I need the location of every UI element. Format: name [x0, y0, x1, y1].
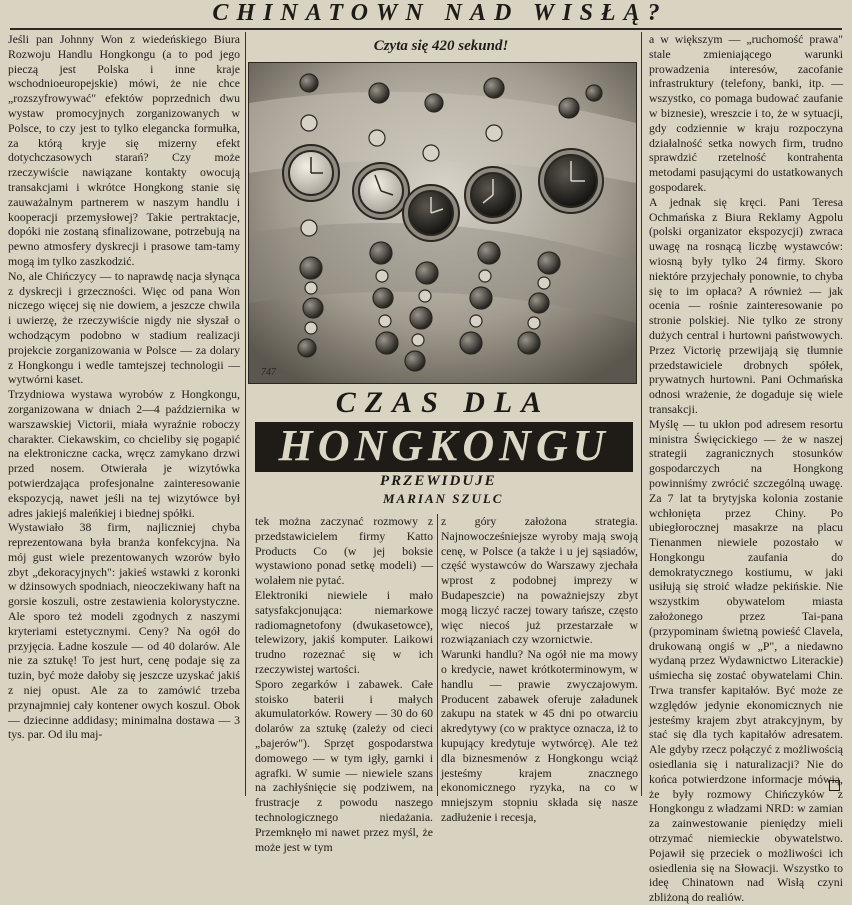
body-column-4: a w większym — „ruchomość prawa" stale zmieniającego warunki prowadzenia interesów, zacofanie infrastruktury (telefony, banki, itp. — wszystko, co pomaga budować zaufanie w biznesie), wreszcie i to, że w sytuacji, gdy codziennie w kraju rozpoczyna działalność setka nowych firm, trudno sprawdzić rzetelność kontrahenta metodami pasującymi do ustatkowanych gospodarek. A jednak się kręci. Pani Teresa Ochmańska z Biura Reklamy Agpolu (polski organizator ekspozycji) zwraca uwagę na rosnącą liczbę wystawców: wiosną były tylko 24 firmy. Skoro niektóre przyjechały ponownie, to chyba się to im opłaca? A również — jak ocenia — rośnie zainteresowanie po stronie polskiej. Nie tylko ze strony dużych central i hurtowni państwowych. Przez Victorię przewijają się tłumnie przedstawiciele drobnych spółek, prywatnych hurtowni. Pani Ochmańska odnosi wrażenie, że dogaduje się wiele transakcji. Myślę — tu ukłon pod adresem resortu ministra Święcickiego — że w naszej strategii zagranicznych stosunków gospodarczych na Hongkong powinniśmy zwrócić szczególną uwagę. Za 7 lat ta brytyjska kolonia zostanie wchłonięta przez Chiny. Po ubiegłorocznej masakrze na placu Tienanmen niewiele pozostało w Hongkongu zaufania do demokratycznego kostiumu, w jaki usiłują się stroić władze pekińskie. Nie wszystkim obywatelom miasta założonego przez Tai-pana (przypominam świetną powieść Clavela, drukowaną ongiś w „P", a niedawno wydaną przez Wydawnictwo Literackie) uśmiecha się zostać obywatelami Chin. Trwa transfer kapitałów. Być może ze względów jedynie ekonomicznych nie jesteśmy krajem zbyt atrakcyjnym, by stać się dla tych kapitałów adresatem. Ale gdyby rzecz połączyć z możliwością osiedlania się i naturalizacji? Nie do końca potwierdzone informacje mówią, że były rozmowy Chińczyków z Hongkongu z władzami NRD: w zamian za zainwestowanie pieniędzy mieli otrzymać niemieckie obywatelstwo. Pojawił się przeciek o możliwości ich osiedlenia się na Słowacji. Wszystko to ideę Chinatown nad Wisłą czyni zbliżoną do realiów. — [649, 32, 843, 905]
headline-part2: HONGKONGU — [278, 421, 610, 470]
author-name: MARIAN SZULC — [383, 491, 504, 506]
body-column-2: tek można zaczynać rozmowy z przedstawicielem firmy Katto Products Co (w jej boksie wystawiono ponad setkę modeli) — wolałem nie pytać. Elektroniki niewiele i mało satysfakcjonująca: niemarkowe radiomagnetofony (dwukasetowce), telewizory, jakiś komputer. Laikowi trudno rozeznać się w ich rzeczywistej wartości. Sporo zegarków i zabawek. Całe stoisko baterii i małych akumulatorków. Rowery — 30 do 60 dolarów za sztukę (zależy od cieci „bajerów"). Sprzęt gospodarstwa domowego — w tym igły, garnki i agrafki. W sumie — niewiele szans na zachłyśnięcie się podziwem, na frustracje z powodu naszego technologicznego niedażania. Przemknęło mi nawet przez myśl, że może jest w tym — [255, 514, 433, 854]
watches-photo — [248, 62, 637, 384]
column-divider — [437, 514, 438, 796]
body-column-1: Jeśli pan Johnny Won z wiedeńskiego Biura Rozwoju Handlu Hongkongu (a to pod jego pieczą jest Polska i inne kraje wschodnioeuropejskie) mówi, że nie chce „rozszyfrowywać" efektów poprzednich dwu wystaw promocyjnych zorganizowanych w Polsce, to czy jest to tylko elegancka formułka, za którą kryje się mizerny efekt dotychczasowych starań? Czy może rzeczywiście nawiązane kontakty owocują transakcjami i wkrótce Hongkong stanie się zauważalnym partnerem w naszym handlu i kooperacji przemysłowej? Takie pertraktacje, dopóki nie zostaną sfinalizowane, potrzebują na pewno atmosfery dyskrecji i prasowe tam-tamy mogą im tylko zaszkodzić. No, ale Chińczycy — to naprawdę nacja słynąca z dyskrecji i grzeczności. Więc od pana Won niczego więcej się nie dowiem, a jeszcze chwila i uwierzę, że rzeczywiście nigdy nie słyszał o wchodzącym podobno w stadium realizacji projekcie zorganizowania w Polsce — za dolary z Hongkongu i wedle tamtejszej technologii — wytwórni kaset. Trzydniowa wystawa wyrobów z Hongkongu, zorganizowana w dniach 2—4 października w warszawskiej Victorii, miała wyraźnie roboczy charakter. Ciekawskim, co chcieliby się pogapić na elektroniczne cacka, wręcz zamykano drzwi przed nosem. Otwierała je wizytówka potwierdzająca profesjonalne zainteresowanie ekspozycją, nawet jeśli na tej wizytówce był adres jakiejś maleńkiej i biednej spółki. Wystawiało 38 firm, najliczniej chyba reprezentowana była branża konfekcyjna. Na mój gust wiele prezentowanych wzorów było zbyt „dekoracyjnych": jakieś wstawki z koronki w dżinsowych spodniach, nieoczekiwany haft na gorsie koszuli, ostre zestawienia kolorystyczne. Ale sporo też modeli zgodnych z naszymi kryteriami estetycznymi. Ceny? Na ogół do przyjęcia. Ładne koszule — od 40 dolarów. Ale nie za sztukę! To jest hurt, cenę podaje się za tuzin, być może dałoby się jeszcze uzyskać jakiś z niej opust. Ale za to zamówić trzeba przynajmniej cały kontener owych koszul. Obok — dziecinne addidasy; minimalna dostawa — 3 tys. par. Od ilu maj- — [8, 32, 240, 742]
end-mark — [829, 780, 840, 791]
article-title: CHINATOWN NAD WISŁĄ? — [212, 0, 668, 26]
watches-illustration — [249, 63, 636, 383]
read-time-label: Czyta się 420 sekund! — [373, 38, 509, 54]
photo-number: 747 — [261, 367, 276, 378]
column-divider — [641, 32, 642, 796]
column-divider — [245, 32, 246, 796]
body-column-3: z góry założona strategia. Najnowocześniejsze wyroby mają swoją cenę, w Polsce (a także i u jej sąsiadów, część wystawców do Warszawy zjechała wprost z podobnej imprezy w Budapeszcie) na poważniejszy zbyt mogą liczyć raczej towary tańsze, często więc niecoś już przestarzałe w rozwiązaniach czy wzornictwie. Warunki handlu? Na ogół nie ma mowy o kredycie, nawet krótkoterminowym, w handlu — prawie zwyczajowym. Producent zabawek oferuje załadunek zakupu na statek w 45 dni po otwarciu akredytywy (co w praktyce oznacza, iż to kupujący kredytuje wytwórcę). Ale też dla biznesmenów z Hongkongu wciąż jesteśmy krajem znacznego ekonomicznego ryzyka, na co w mniejszym stopniu składa się nasze zadłużenie i recesja, — [441, 514, 638, 824]
headline-part1: CZAS DLA — [335, 386, 551, 419]
byline-prefix: PRZEWIDUJE — [380, 473, 497, 489]
title-rule — [10, 28, 842, 30]
